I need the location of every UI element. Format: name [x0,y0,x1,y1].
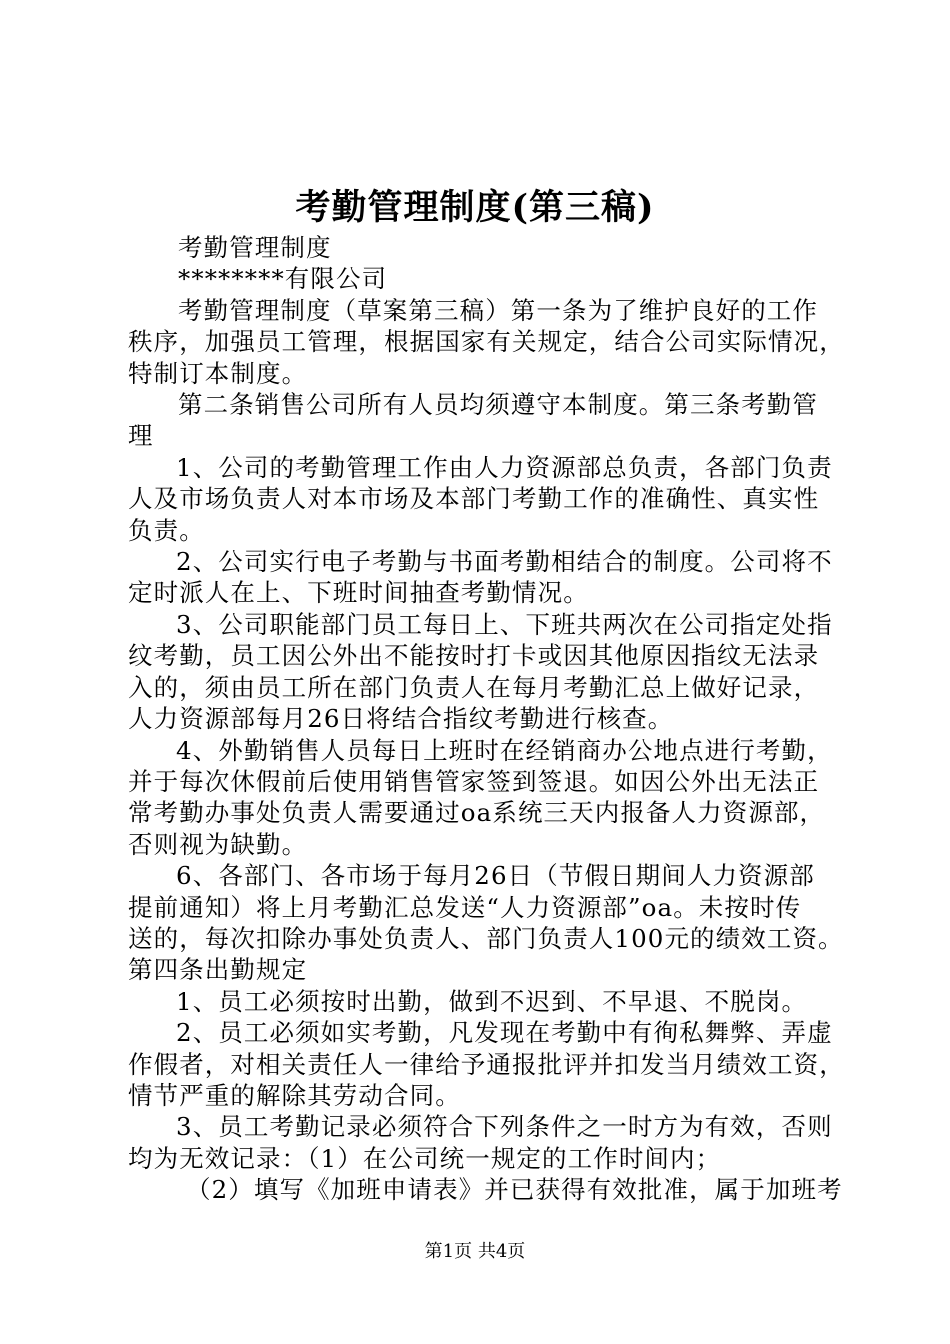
text-line: 作假者，对相关责任人一律给予通报批评并扣发当月绩效工资， [128,1049,845,1079]
text-line: 送的，每次扣除办事处负责人、部门负责人100元的绩效工资。 [128,923,844,953]
text-line: 第二条销售公司所有人员均须遵守本制度。第三条考勤管 [178,390,818,420]
text-line: 否则视为缺勤。 [128,829,308,859]
text-line: 定时派人在上、下班时间抽查考勤情况。 [128,578,589,608]
text-line: 入的，须由员工所在部门负责人在每月考勤汇总上做好记录， [128,672,820,702]
text-line: 理 [128,421,154,451]
text-line: 1、公司的考勤管理工作由人力资源部总负责，各部门负责 [176,452,833,482]
text-line: 2、员工必须如实考勤，凡发现在考勤中有徇私舞弊、弄虚 [176,1018,833,1048]
text-line: 3、公司职能部门员工每日上、下班共两次在公司指定处指 [176,609,833,639]
text-line: 提前通知）将上月考勤汇总发送“人力资源部”oa。未按时传 [128,892,802,922]
text-line: 纹考勤，员工因公外出不能按时打卡或因其他原因指纹无法录 [128,641,820,671]
text-line: 人及市场负责人对本市场及本部门考勤工作的准确性、真实性 [128,484,820,514]
company-line: ********有限公司 [178,264,388,294]
page-footer: 第1页 共4页 [424,1241,526,1262]
text-line: 考勤管理制度（草案第三稿）第一条为了维护良好的工作 [178,295,818,325]
text-line: 1、员工必须按时出勤，做到不迟到、不早退、不脱岗。 [176,986,808,1016]
text-line: 负责。 [128,515,205,545]
text-line: 情节严重的解除其劳动合同。 [128,1080,461,1110]
text-line: 特制订本制度。 [128,358,308,388]
document-title: 考勤管理制度(第三稿) [295,187,655,228]
text-line: 4、外勤销售人员每日上班时在经销商办公地点进行考勤， [176,735,833,765]
text-line: 均为无效记录：（1）在公司统一规定的工作时间内； [128,1143,722,1173]
document-body [128,232,868,1206]
text-line: 并于每次休假前后使用销售管家签到签退。如因公外出无法正 [128,766,820,796]
text-line: 2、公司实行电子考勤与书面考勤相结合的制度。公司将不 [176,547,833,577]
text-line: 常考勤办事处负责人需要通过oa系统三天内报备人力资源部， [128,798,826,828]
subtitle-line: 考勤管理制度 [178,233,332,262]
text-line: 人力资源部每月26日将结合指纹考勤进行核查。 [128,704,674,734]
text-line: （2）填写《加班申请表》并已获得有效批准，属于加班考 [186,1175,843,1205]
section-heading: 第四条出勤规定 [128,955,308,985]
text-line: 3、员工考勤记录必须符合下列条件之一时方为有效，否则 [176,1112,833,1142]
text-line: 秩序，加强员工管理，根据国家有关规定，结合公司实际情况， [128,327,845,357]
text-line: 6、各部门、各市场于每月26日（节假日期间人力资源部 [176,861,815,891]
